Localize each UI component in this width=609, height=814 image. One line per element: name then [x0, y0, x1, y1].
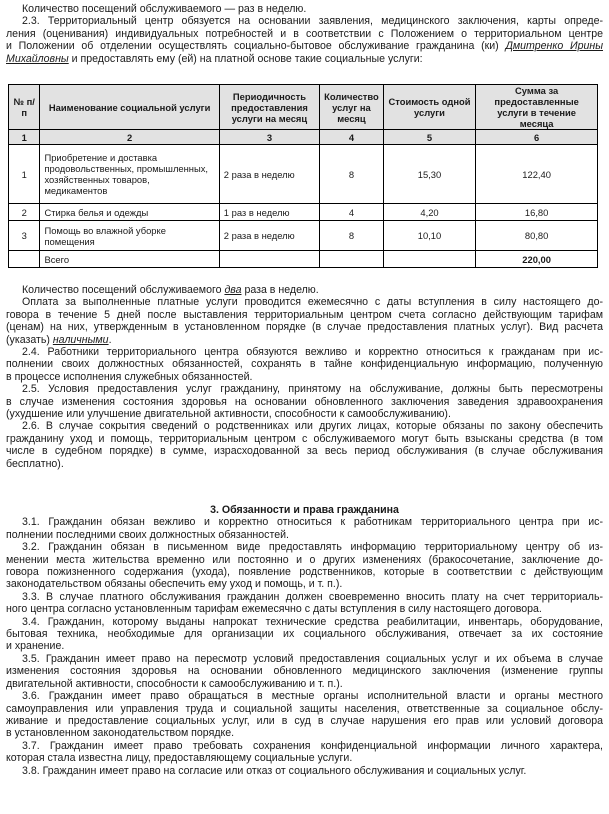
service-period: 2 раза в неделю [219, 145, 319, 204]
text-line: живание и предоставление социальных услуг, или в суд в случае нарушения его прав или условий договора [6, 714, 603, 727]
text-line: 3.8. Гражданин имеет право на согласие или отказ от социального обслуживания и социальных услуг. [22, 764, 527, 777]
row-number: 1 [9, 145, 40, 204]
text-line: ления (оценивания) индивидуальных потребностей и в соответствии с Положением о территориальном центре [6, 27, 603, 40]
text-line: 2.5. Условия предоставления услуг гражданину, принятому на обслуживание, должны быть пересмотрены [22, 383, 603, 396]
text-line: законодательством обязаны обеспечить ему уход и помощь, и т. п.). [6, 578, 343, 591]
text-line: в случае изменения состояния здоровья на основании обновленного заключения заведения здравоохранения [6, 395, 603, 408]
service-qty: 8 [320, 145, 384, 204]
service-price: 15,30 [383, 145, 476, 204]
column-number: 4 [320, 130, 384, 145]
text-line: говора пожизненного содержания (ухода), появление родственников, которые в соответствии с действующим [6, 566, 603, 579]
services-table [8, 84, 598, 268]
intro-block [6, 3, 603, 65]
text-line: Михайловны и предоставлять ему (ей) на платной основе такие социальные услуги: [6, 52, 423, 65]
column-number-row [9, 130, 598, 145]
service-sum: 122,40 [476, 145, 598, 204]
text-line: 2.6. В случае сокрытия сведений о родственниках или других лицах, которые обязаны по закону обеспечить [22, 420, 603, 433]
text-line: 3.3. В случае платного обслуживания гражданин должен своевременно вносить плату на счет территориаль- [22, 590, 603, 603]
table-row [9, 145, 598, 204]
text-line: (указать) наличными. [6, 333, 112, 346]
column-number: 1 [9, 130, 40, 145]
client-name-patronymic: Михайловны [6, 52, 69, 65]
table-header-row [9, 85, 598, 130]
text-line: полнении своих должностных обязанностей, сохранять в тайне конфиденциальную информацию, полученную [6, 358, 603, 371]
column-number: 6 [476, 130, 598, 145]
text-line: (ценам) на них, утвержденным в установленном порядке (в случае предоставления платных услуг). Вид расчета [6, 321, 603, 334]
column-number: 5 [383, 130, 476, 145]
text-line: и Положении об отделении осуществлять социально-бытовое обслуживание гражданина (ки) Дмитренко Ирины [6, 40, 603, 53]
total-value: 220,00 [476, 251, 598, 268]
text-line: 3.2. Гражданин обязан в письменном виде предоставлять информацию территориальному центру об из- [22, 541, 603, 554]
text-line: (ухудшение или улучшение двигательной активности, способности к самообслуживанию). [6, 408, 451, 421]
client-name-first: Дмитренко Ирины [505, 40, 603, 53]
table-row [9, 204, 598, 221]
service-sum: 80,80 [476, 221, 598, 251]
section-title: 3. Обязанности и права гражданина [210, 504, 399, 516]
service-period: 2 раза в неделю [219, 221, 319, 251]
text-line: в процессе исполнения служебных обязанностей. [6, 370, 253, 383]
header-cell: Количество услуг на месяц [320, 85, 384, 130]
text-line: 3.4. Гражданин, которому выданы напрокат технические средства реабилитации, инвентарь, оборудование, [22, 615, 603, 628]
text-line: говора в течение 5 дней после выставления территориальным центром счета согласно действующим тарифам [6, 308, 603, 321]
text-line: Оплата за выполненные платные услуги проводится ежемесячно с даты вступления в силу настоящего до- [22, 296, 603, 309]
column-number: 3 [219, 130, 319, 145]
text-line: которая стала известна лицу, предоставляющему социальные услуги. [6, 752, 353, 765]
row-number: 3 [9, 221, 40, 251]
service-qty: 4 [320, 204, 384, 221]
text-line: числе в судебном порядке) в сумме, израсходованной за весь период обслуживания (в случае обслуживания [6, 445, 603, 458]
visits-count: два [224, 284, 242, 296]
section-3-block [6, 504, 603, 777]
column-number: 2 [40, 130, 219, 145]
service-qty: 8 [320, 221, 384, 251]
header-cell: Периодичность предоставления услуги на месяц [219, 85, 319, 130]
service-sum: 16,80 [476, 204, 598, 221]
text-line: и хранение. [6, 640, 65, 653]
row-number: 2 [9, 204, 40, 221]
text-line: 3.1. Гражданин обязан вежливо и корректно относиться к работникам территориального центра при ис- [22, 516, 603, 529]
text-line: 2.3. Территориальный центр обязуется на основании заявления, медицинского заключения, карты опреде- [22, 15, 603, 28]
text-line: ного центра согласно установленным тарифам ежемесячно с даты вступления в силу настоящего договора. [6, 603, 542, 616]
header-cell: Стоимость одной услуги [383, 85, 476, 130]
header-cell: № п/п [9, 85, 40, 130]
service-price: 4,20 [383, 204, 476, 221]
total-label: Всего [40, 251, 219, 268]
service-name: Помощь во влажной уборке помещения [40, 221, 219, 251]
service-period: 1 раз в неделю [219, 204, 319, 221]
service-price: 10,10 [383, 221, 476, 251]
text-line: 3.6. Гражданин имеет право обращаться в местные органы исполнительной власти и органы местного [22, 690, 603, 703]
after-table-block [6, 284, 603, 470]
text-line: двигательной активности, способности к самообслуживанию и т. п.). [6, 677, 343, 690]
table-row [9, 221, 598, 251]
text-line: в установленном законодательством порядке. [6, 727, 235, 740]
header-cell: Наименование социальной услуги [40, 85, 219, 130]
text-line: менении места жительства временно или постоянно и о других изменениях (бракосочетание, заключение до- [6, 553, 603, 566]
text-line: бесплатно). [6, 457, 64, 470]
text-line: бытовая техника, необходимые для организации их социального обслуживания, отвечает за их состояние [6, 628, 603, 641]
text-line: 2.4. Работники территориального центра обязуются вежливо и корректно относиться к гражданам при ис- [22, 346, 603, 359]
header-cell: Сумма за предоставленные услуги в течение месяца [476, 85, 598, 130]
text-line: гражданину уход и помощь, территориальным центром с обслуживаемого могут быть взысканы средства (в том [6, 432, 603, 445]
table-total-row [9, 251, 598, 268]
text-line: 3.5. Гражданин имеет право на пересмотр условий предоставления социальных услуг и их объема в случае [22, 652, 603, 665]
text-line: изменения состояния здоровья на основании обновленного медицинского заключения (изменение группы [6, 665, 603, 678]
visits-top-line: Количество посещений обслуживаемого — раз в неделю. [22, 3, 307, 15]
visits-line: Количество посещений обслуживаемого два раза в неделю. [22, 284, 319, 296]
service-name: Стирка белья и одежды [40, 204, 219, 221]
text-line: полнении последними своих должностных обязанностей. [6, 528, 289, 541]
text-line: самоуправления или управления труда и социальной защиты населения, ответственные за социальное обслу- [6, 702, 603, 715]
text-line: 3.7. Гражданин имеет право требовать сохранения конфиденциальной информации личного характера, [22, 739, 603, 752]
service-name: Приобретение и доставка продовольственных, промышленных, хозяйственных товаров, медикаментов [40, 145, 219, 204]
payment-method: наличными [52, 333, 109, 346]
